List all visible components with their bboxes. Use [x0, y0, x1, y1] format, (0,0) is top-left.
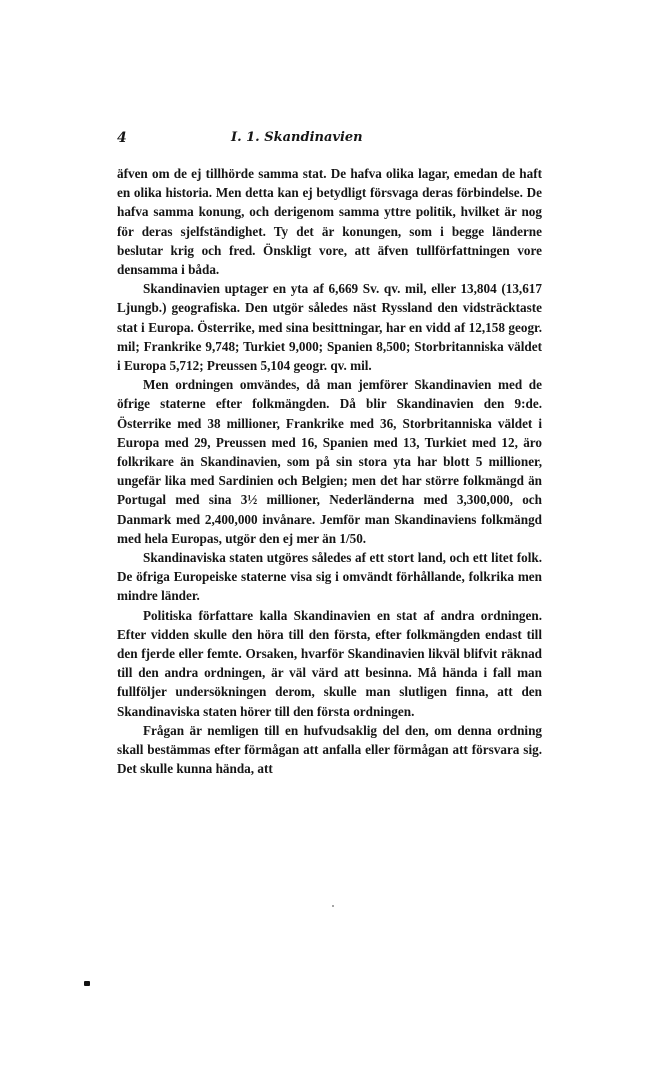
- running-head: I. 1. Skandinavien: [231, 130, 363, 145]
- paragraph: Skandinaviska staten utgöres således af ett stort land, och ett litet folk. De öfriga Europeiske staterne visa sig i omvändt förhållande, folkrika men mindre länder.: [117, 550, 542, 604]
- ink-speck: [332, 905, 334, 907]
- paragraph: Politiska författare kalla Skandinavien en stat af andra ordningen. Efter vidden skulle den höra till den första, efter folkmängden endast till den fjerde eller femte. Orsaken, hvarför Skandinavien likväl blifvit räknad till den andra ordningen, är väl värd att besinna. Må hända i fall man fullföljer undersökningen derom, skulle man slutligen finna, att den Skandinaviska staten hörer till den första ordningen.: [117, 607, 542, 719]
- paragraph: Frågan är nemligen till en hufvudsaklig del den, om denna ordning skall bestämmas efter förmågan att anfalla eller förmågan att försvara sig. Det skulle kunna hända, att: [117, 722, 542, 777]
- paragraph: Skandinavien uptager en yta af 6,669 Sv. qv. mil, eller 13,804 (13,617 Ljungb.) geografiska. Den utgör således näst Ryssland den vidsträcktaste stat i Europa. Österrike, med sina besittningar, har en vidd af 12,158 geogr. mil; Frankrike 9,748; Turkiet 9,000; Spanien 8,500; Storbritanniska väldet i Europa 5,712; Preussen 5,104 geogr. qv. mil.: [117, 281, 542, 374]
- paragraph: äfven om de ej tillhörde samma stat. De hafva olika lagar, emedan de haft en olika historia. Men detta kan ej betydligt försvaga deras förbindelse. De hafva samma konung, och derigenom samma yttre politik, hvilket är nog för deras sjelfständighet. Ty det är konungen, som i begge länderne beslutar krig och fred. Önskligt vore, att äfven tullförfattningen vore densamma i båda.: [117, 166, 542, 278]
- body-text: [117, 164, 542, 779]
- page-number: 4: [117, 130, 127, 146]
- paragraph: Men ordningen omvändes, då man jemförer Skandinavien med de öfrige staterne efter folkmängden. Då blir Skandinavien den 9:de. Österrike med 38 millioner, Frankrike med 36, Storbritanniska väldet i Europa med 29, Preussen med 16, Spanien med 13, Turkiet med 12, äro folkrikare än Skandinavien, som på sin stora yta har blott 5 millioner, ungefär lika med Sardinien och Belgien; men det har större folkmängd än Portugal med sina 3½ millioner, Nederländerna med 3,300,000, och Danmark med 2,400,000 invånare. Jemför man Skandinaviens folkmängd med hela Europas, utgör den ej mer än 1/50.: [117, 377, 542, 546]
- ink-mark: [84, 981, 90, 986]
- page-header: [117, 130, 542, 150]
